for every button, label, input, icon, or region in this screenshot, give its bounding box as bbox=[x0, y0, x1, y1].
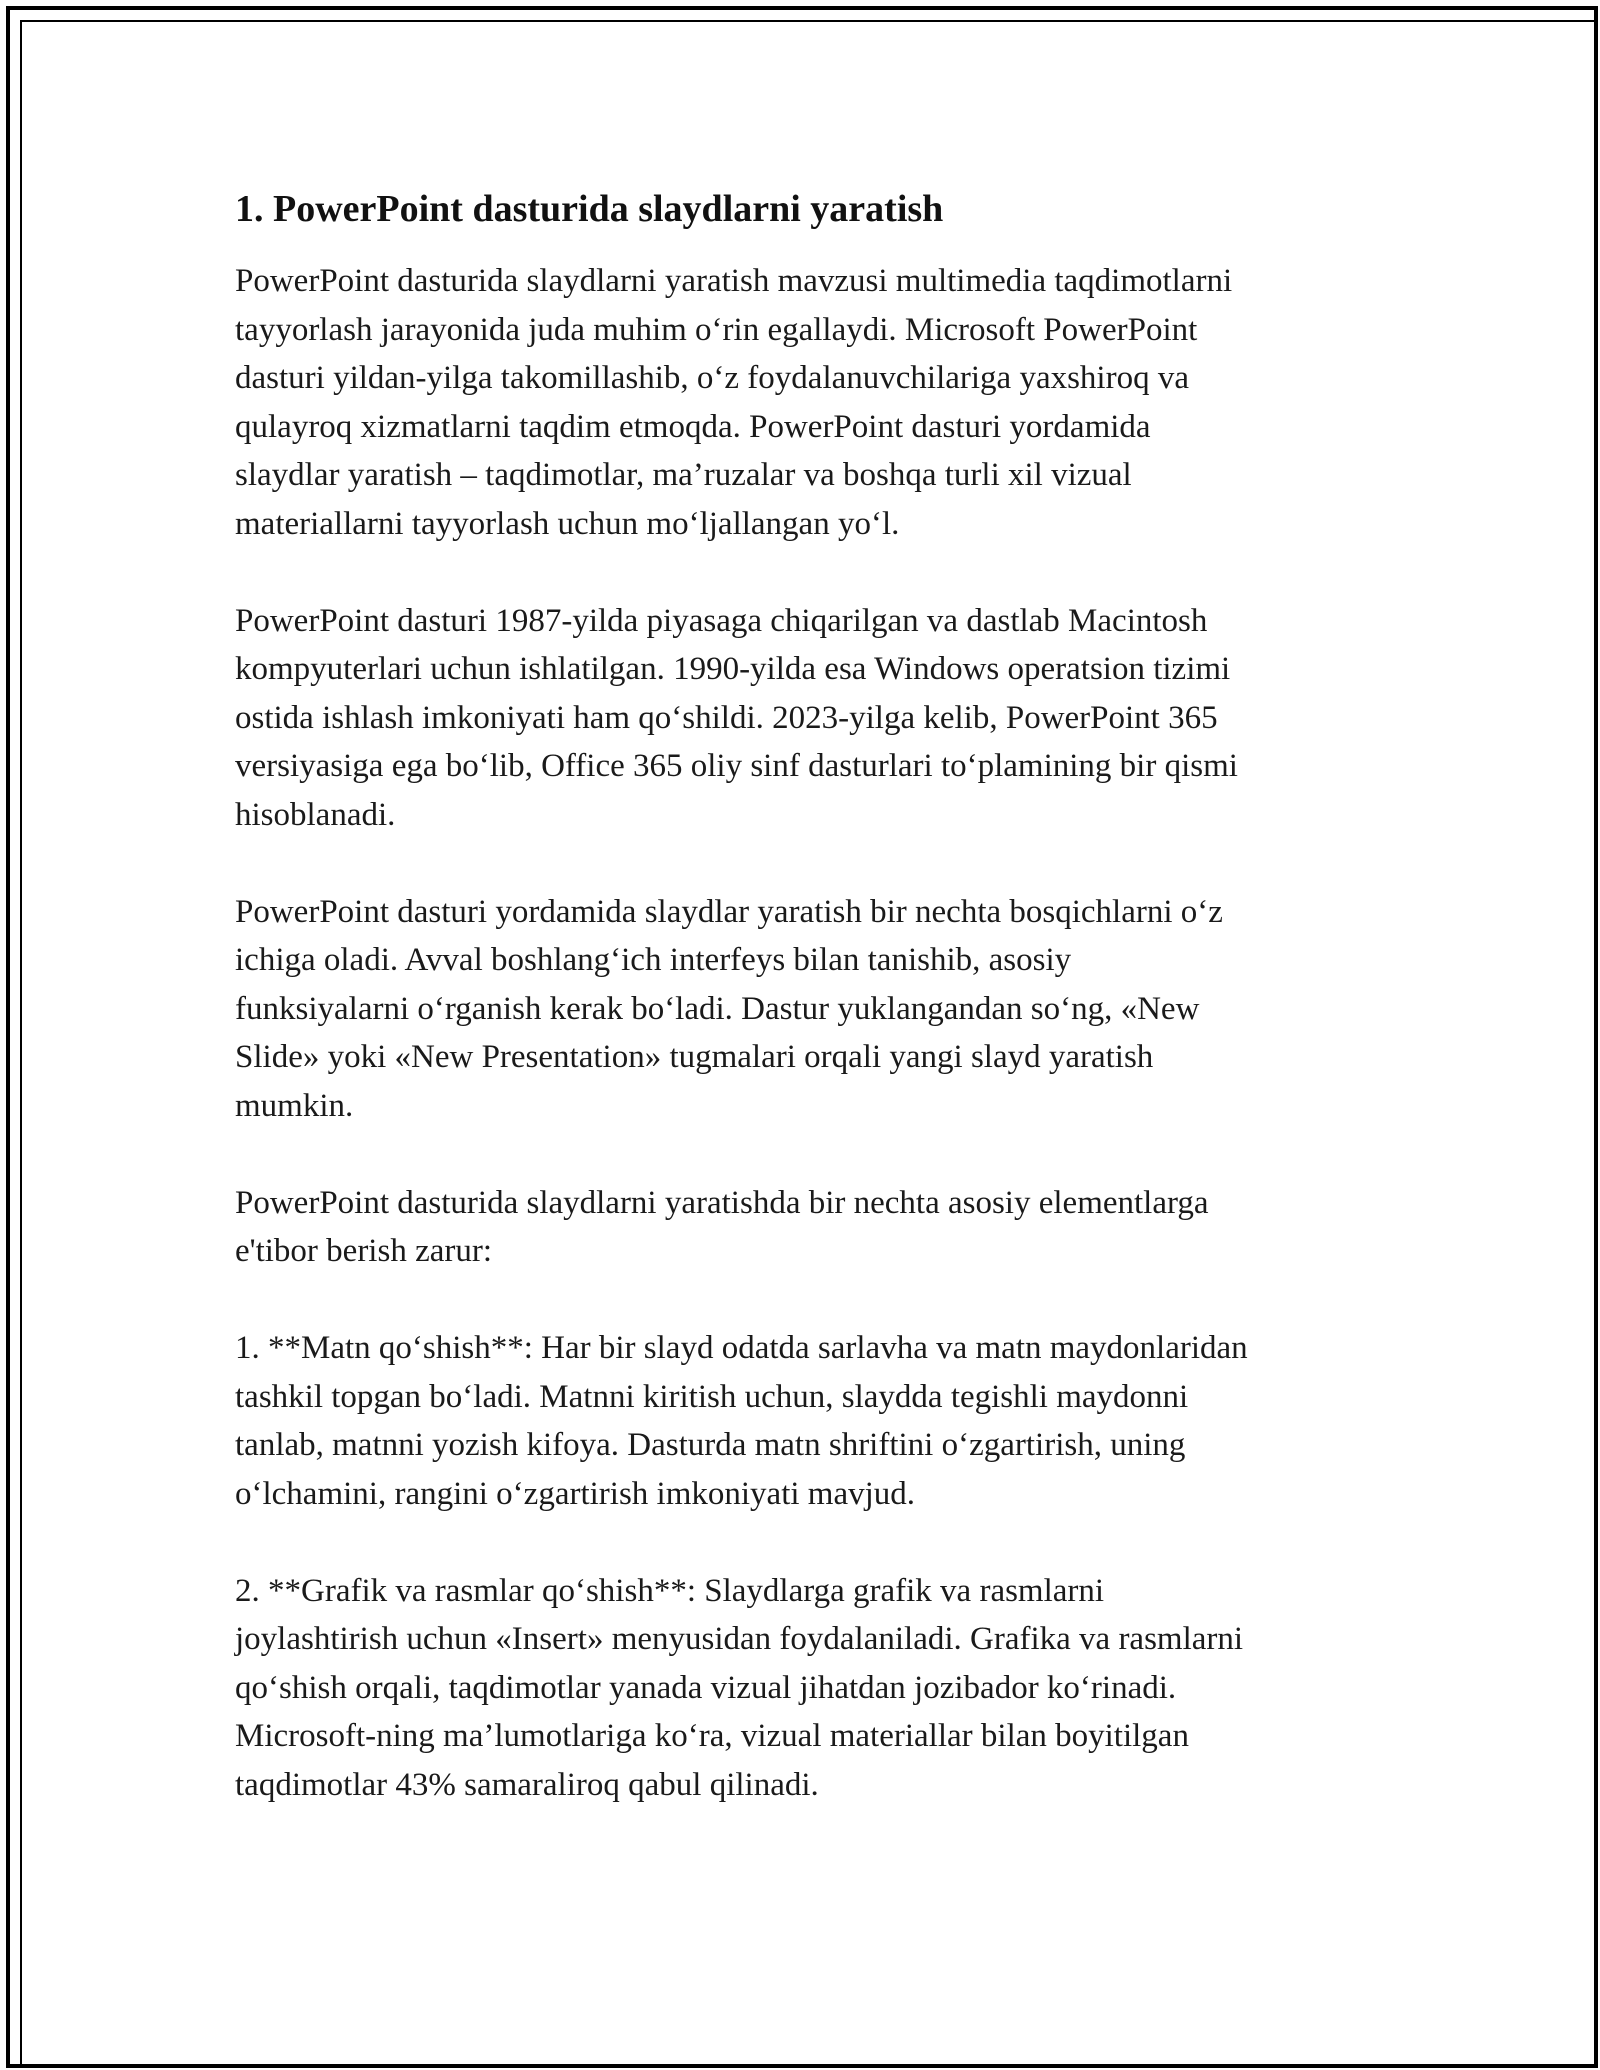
section-title: 1. PowerPoint dasturida slaydlarni yaratish bbox=[235, 188, 944, 230]
paragraph-steps: PowerPoint dasturi yordamida slaydlar yaratish bir nechta bosqichlarni o‘z ichiga oladi. Avval boshlang‘ich interfeys bilan tanishib, asosiy funksiyalarni o‘rganish kerak bo‘ladi. Dastur yuklangandan so‘ng, «New Slide» yoki «New Presentation» tugmalari orqali yangi slayd yaratish mumkin. bbox=[235, 893, 1223, 1124]
paragraph-elements-intro: PowerPoint dasturida slaydlarni yaratishda bir nechta asosiy elementlarga e'tibor berish zarur: bbox=[235, 1184, 1209, 1269]
document-body bbox=[235, 185, 1365, 1858]
paragraph-history: PowerPoint dasturi 1987-yilda piyasaga chiqarilgan va dastlab Macintosh kompyuterlari uchun ishlatilgan. 1990-yilda esa Windows operatsion tizimi ostida ishlash imkoniyati ham qo‘shildi. 2023-yilga kelib, PowerPoint 365 versiyasiga ega bo‘lib, Office 365 oliy sinf dasturlari to‘plamining bir qismi hisoblanadi. bbox=[235, 602, 1238, 833]
paragraph-intro: PowerPoint dasturida slaydlarni yaratish mavzusi multimedia taqdimotlarni tayyorlash jarayonida juda muhim o‘rin egallaydi. Microsoft PowerPoint dasturi yildan-yilga takomillashib, o‘z foydalanuvchilariga yaxshiroq va qulayroq xizmatlarni taqdim etmoqda. PowerPoint dasturi yordamida slaydlar yaratish – taqdimotlar, ma’ruzalar va boshqa turli xil vizual materiallarni tayyorlash uchun mo‘ljallangan yo‘l. bbox=[235, 263, 1233, 542]
list-item-text: 1. **Matn qo‘shish**: Har bir slayd odatda sarlavha va matn maydonlaridan tashkil topgan bo‘ladi. Matnni kiritish uchun, slaydda tegishli maydonni tanlab, matnni yozish kifoya. Dasturda matn shriftini o‘zgartirish, uning o‘lchamini, rangini o‘zgartirish imkoniyati mavjud. bbox=[235, 1330, 1248, 1512]
list-item-graphics: 2. **Grafik va rasmlar qo‘shish**: Slaydlarga grafik va rasmlarni joylashtirish uchun «Insert» menyusidan foydalaniladi. Grafika va rasmlarni qo‘shish orqali, taqdimotlar yanada vizual jihatdan jozibador ko‘rinadi. Microsoft-ning ma’lumotlariga ko‘ra, vizual materiallar bilan boyitilgan taqdimotlar 43% samaraliroq qabul qilinadi. bbox=[235, 1572, 1244, 1803]
